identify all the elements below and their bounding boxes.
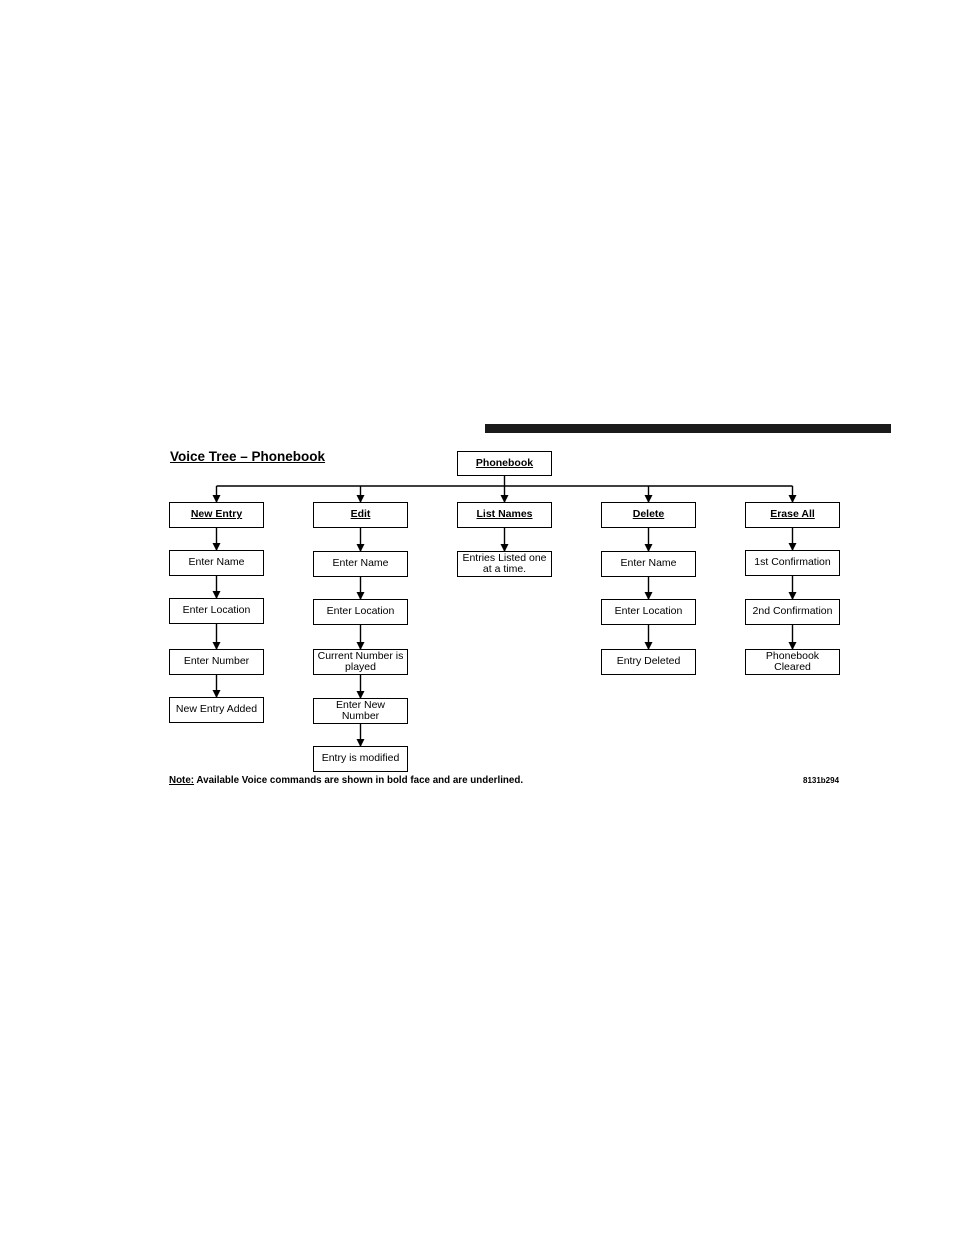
command-node-edit: Edit (313, 502, 408, 528)
command-node-list-names: List Names (457, 502, 552, 528)
step-node: Enter Location (169, 598, 264, 624)
diagram-title: Voice Tree – Phonebook (170, 449, 326, 464)
step-node: Enter Location (601, 599, 696, 625)
step-node: 2nd Confirmation (745, 599, 840, 625)
step-node: Enter Number (169, 649, 264, 675)
footnote-label: Note: (169, 775, 195, 786)
step-node: New Entry Added (169, 697, 264, 723)
step-node: 1st Confirmation (745, 550, 840, 576)
step-node: Phonebook Cleared (745, 649, 840, 675)
step-node: Entry is modified (313, 746, 408, 772)
step-node: Enter Location (313, 599, 408, 625)
step-node: Enter Name (169, 550, 264, 576)
step-node: Enter Name (601, 551, 696, 577)
command-node-new-entry: New Entry (169, 502, 264, 528)
step-node: Enter New Number (313, 698, 408, 724)
figure-code: 8131b294 (803, 776, 840, 785)
step-node: Entries Listed one at a time. (457, 551, 552, 577)
footnote (169, 775, 523, 786)
step-node: Entry Deleted (601, 649, 696, 675)
step-node: Enter Name (313, 551, 408, 577)
phonebook-root-node: Phonebook (457, 451, 552, 476)
command-node-delete: Delete (601, 502, 696, 528)
footnote-text: Available Voice commands are shown in bold face and are underlined. (194, 775, 524, 786)
command-node-erase-all: Erase All (745, 502, 840, 528)
step-node: Current Number is played (313, 649, 408, 675)
